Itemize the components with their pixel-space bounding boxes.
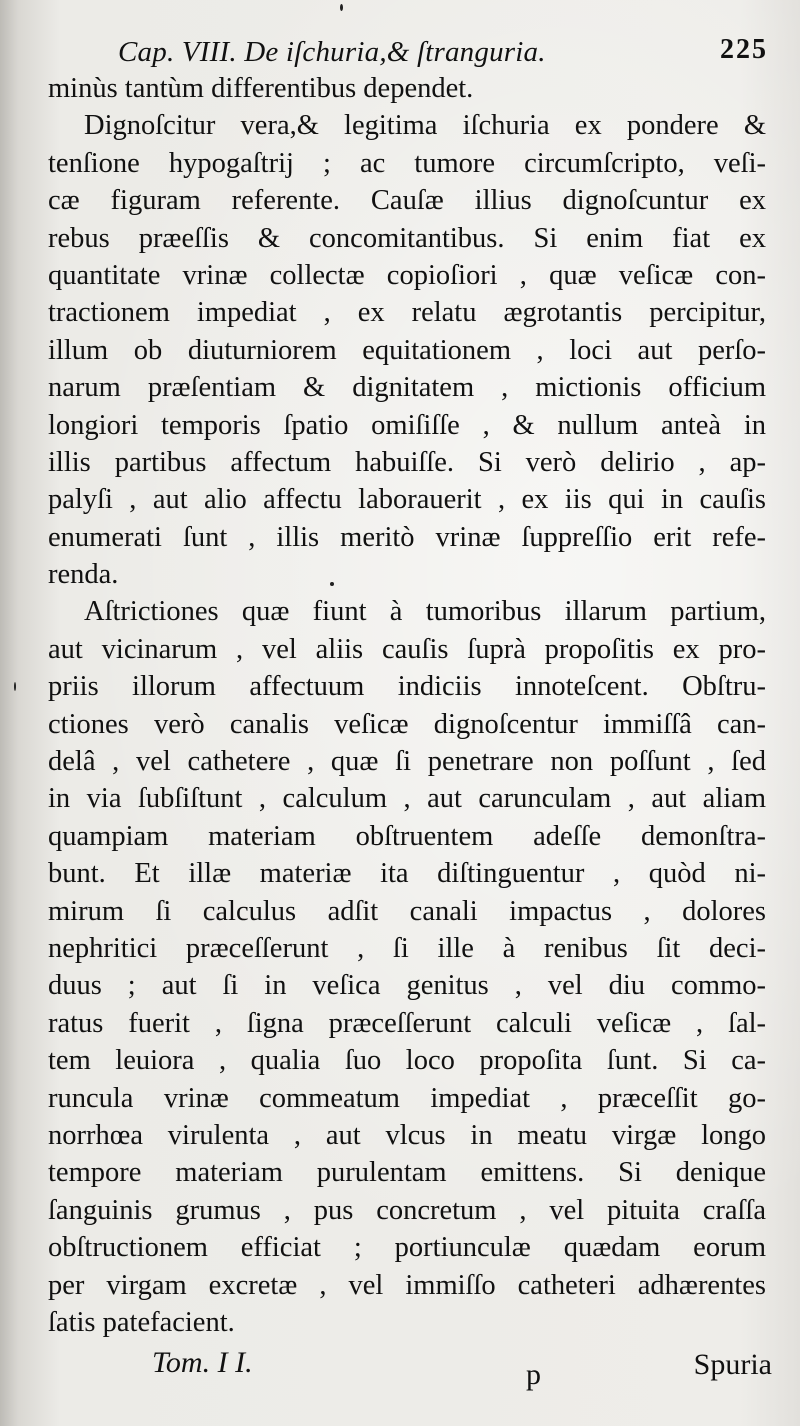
page-footer <box>0 1340 800 1400</box>
text-line: quampiam materiam obſtruentem adeſſe demonſtra- <box>48 820 766 852</box>
text-line: illum ob diuturniorem equitationem , loci aut perſo- <box>48 334 766 366</box>
text-line: ctiones verò canalis veſicæ dignoſcentur immiſſâ can- <box>48 708 766 740</box>
text-line: tenſione hypogaſtrij ; ac tumore circumſcripto, veſi- <box>48 147 766 179</box>
text-line: enumerati ſunt , illis meritò vrinæ ſuppreſſio erit refe- <box>48 521 766 553</box>
text-line: palyſi , aut alio affectu laborauerit , ex iis qui in cauſis <box>48 484 766 516</box>
text-line: rebus præeſſis & concomitantibus. Si enim fiat ex <box>48 222 766 254</box>
text-line: minùs tantùm differentibus dependet. <box>48 73 474 104</box>
paragraph <box>48 107 766 593</box>
text-line: per virgam excretæ , vel immiſſo catheteri adhærentes <box>48 1269 766 1301</box>
text-line: norrhœa virulenta , aut vlcus in meatu virgæ longo <box>48 1119 766 1151</box>
text-line: in via ſubſiſtunt , calculum , aut carunculam , aut aliam <box>48 783 766 815</box>
text-line: renda. <box>48 559 119 591</box>
text-line: Aſtrictiones quæ fiunt à tumoribus illarum partium, <box>84 596 766 628</box>
text-line: cæ figuram referente. Cauſæ illius dignoſcuntur ex <box>48 185 766 217</box>
text-line: tempore materiam purulentam emittens. Si denique <box>48 1157 766 1189</box>
text-line: priis illorum affectuum indiciis innoteſcent. Obſtru- <box>48 671 766 703</box>
text-line: illis partibus affectum habuiſſe. Si verò delirio , ap- <box>48 446 766 478</box>
text-line: nephritici præceſſerunt , ſi ille à renibus ſit deci- <box>48 932 766 964</box>
text-line: delâ , vel cathetere , quæ ſi penetrare non poſſunt , ſed <box>48 746 766 778</box>
text-line: ratus fuerit , ſigna præceſſerunt calculi veſicæ , ſal- <box>48 1007 766 1039</box>
signature-mark: p <box>526 1358 541 1391</box>
text-line: mirum ſi calculus adſit canali impactus , dolores <box>48 895 766 927</box>
text-line: duus ; aut ſi in veſica genitus , vel diu commo- <box>48 970 766 1002</box>
text-line: aut vicinarum , vel aliis cauſis ſuprà propoſitis ex pro- <box>48 633 766 665</box>
ink-speck <box>340 4 343 11</box>
text-line: obſtructionem efficiat ; portiunculæ quædam eorum <box>48 1232 766 1264</box>
text-line: ſanguinis grumus , pus concretum , vel pituita craſſa <box>48 1194 766 1226</box>
volume-signature: Tom. I I. <box>152 1346 253 1379</box>
body-text <box>48 70 766 1341</box>
text-line: runcula vrinæ commeatum impediat , præceſſit go- <box>48 1082 766 1114</box>
page-number: 225 <box>720 34 768 65</box>
text-line: bunt. Et illæ materiæ ita diſtinguentur , quòd ni- <box>48 858 766 890</box>
running-title: Cap. VIII. De iſchuria,& ſtranguria. <box>118 36 546 68</box>
paragraph <box>48 593 766 1341</box>
paragraph <box>48 70 766 107</box>
catchword: Spuria <box>693 1348 772 1381</box>
text-line: quantitate vrinæ collectæ copioſiori , quæ veſicæ con- <box>48 259 766 291</box>
text-line: Dignoſcitur vera,& legitima iſchuria ex pondere & <box>84 110 766 142</box>
ink-speck <box>330 582 334 586</box>
text-line: tractionem impediat , ex relatu ægrotantis percipitur, <box>48 297 766 329</box>
text-line: ſatis patefacient. <box>48 1306 235 1338</box>
text-line: narum præſentiam & dignitatem , mictionis officium <box>48 372 766 404</box>
text-line: longiori temporis ſpatio omiſiſſe , & nullum anteà in <box>48 409 766 441</box>
ink-speck <box>14 682 16 691</box>
text-line: tem leuiora , qualia ſuo loco propoſita ſunt. Si ca- <box>48 1045 766 1077</box>
